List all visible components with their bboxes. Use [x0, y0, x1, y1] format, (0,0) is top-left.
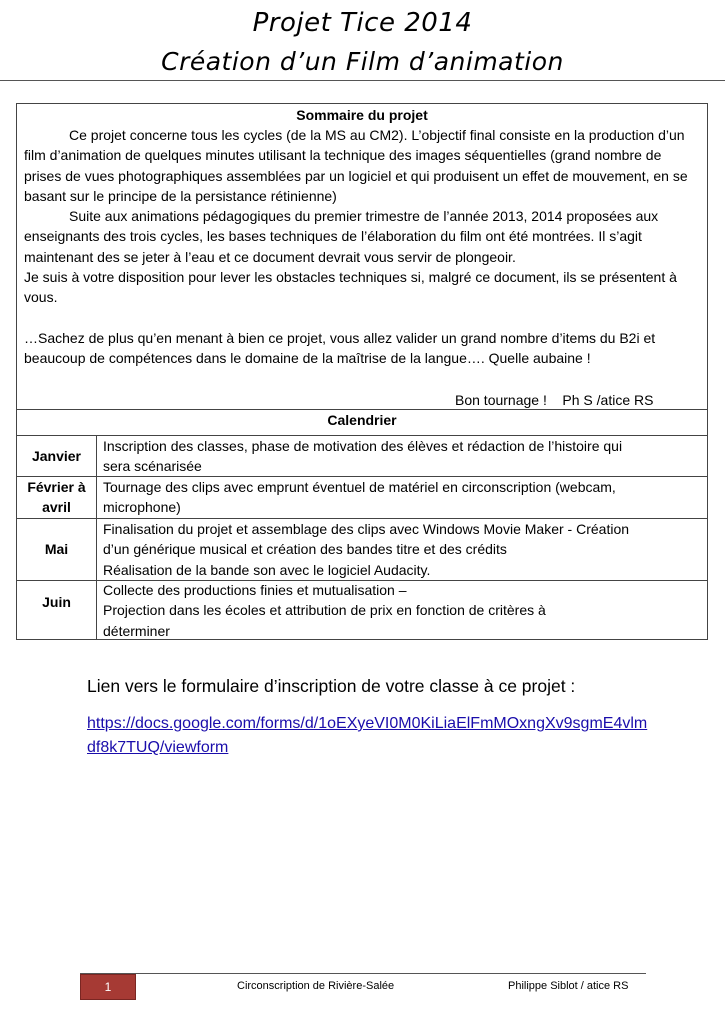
registration-link-intro: Lien vers le formulaire d’inscription de votre classe à ce projet : — [87, 676, 576, 696]
task-line: Inscription des classes, phase de motivation des élèves et rédaction de l’histoire qui — [103, 438, 623, 454]
task-line: Collecte des productions finies et mutualisation – — [103, 582, 407, 598]
summary-body — [24, 125, 701, 368]
summary-signoff: Bon tournage ! Ph S /atice RS — [455, 392, 654, 408]
task-line: sera scénarisée — [103, 458, 202, 475]
page-number: 1 — [80, 974, 136, 1000]
calendar-month-janvier: Janvier — [31, 447, 82, 464]
task-line: Tournage des clips avec emprunt éventuel de matériel en circonscription (webcam, — [103, 479, 616, 495]
document-subtitle: Création d’un Film d’animation — [161, 47, 564, 76]
summary-heading: Sommaire du projet — [296, 107, 428, 123]
task-line: Projection dans les écoles et attribution de prix en fonction de critères à — [103, 602, 546, 619]
task-line: Finalisation du projet et assemblage des clips avec Windows Movie Maker - Création — [103, 521, 630, 537]
document-title: Projet Tice 2014 — [252, 8, 473, 38]
calendar-month-fevrier-avril: Février à avril — [27, 479, 86, 515]
footer-author: Philippe Siblot / atice RS — [508, 980, 629, 992]
summary-paragraph-3: Je suis à votre disposition pour lever les obstacles techniques si, malgré ce document, ils se présentent à vous. — [24, 269, 677, 306]
summary-spacer — [24, 308, 701, 328]
calendar-month-juin: Juin — [42, 593, 71, 610]
link-line-1[interactable]: https://docs.google.com/forms/d/1oEXyeVI0M0KiLiaElFmMOxngXv9sgmE4vlm — [87, 715, 648, 732]
calendar-task-mai — [103, 519, 699, 580]
task-line: d’un générique musical et création des bandes titre et des crédits — [103, 541, 507, 558]
calendar-month-mai: Mai — [44, 541, 69, 557]
footer-divider — [80, 973, 646, 974]
summary-paragraph-4: …Sachez de plus qu’en menant à bien ce projet, vous allez valider un grand nombre d’items du B2i et beaucoup de compétences dans le domaine de la maîtrise de la langue…. Quelle aubaine ! — [24, 329, 656, 366]
project-table — [16, 103, 708, 640]
summary-paragraph-2: Suite aux animations pédagogiques du premier trimestre de l’année 2013, 2014 proposées aux enseignants des trois cycles, les bases techniques de l’élaboration du film ont été montrées. Il s’agit maintenant des se jeter à l’eau et ce document devrait vous servir de plongeoir. — [24, 208, 659, 265]
header-divider — [0, 80, 725, 81]
calendar-task-janvier — [103, 436, 699, 477]
calendar-task-fevrier-avril — [103, 477, 699, 518]
footer-circonscription: Circonscription de Rivière-Salée — [237, 980, 395, 992]
task-line: microphone) — [103, 499, 181, 516]
calendar-task-juin — [103, 580, 699, 641]
link-line-2[interactable]: df8k7TUQ/viewform — [87, 739, 229, 756]
calendar-heading: Calendrier — [327, 412, 397, 428]
registration-form-link[interactable] — [87, 712, 657, 760]
column-divider — [96, 435, 97, 640]
task-line: Réalisation de la bande son avec le logiciel Audacity. — [103, 561, 431, 578]
summary-paragraph-1: Ce projet concerne tous les cycles (de la MS au CM2). L’objectif final consiste en la production d’un film d’animation de quelques minutes utilisant la technique des images séquentielles (grand nombre de prises de vues photographiques assemblées par un logiciel et qui produisent un effet de mouvement, en se basant sur le principe de la persistance rétinienne) — [24, 127, 688, 204]
task-line: déterminer — [103, 622, 170, 639]
